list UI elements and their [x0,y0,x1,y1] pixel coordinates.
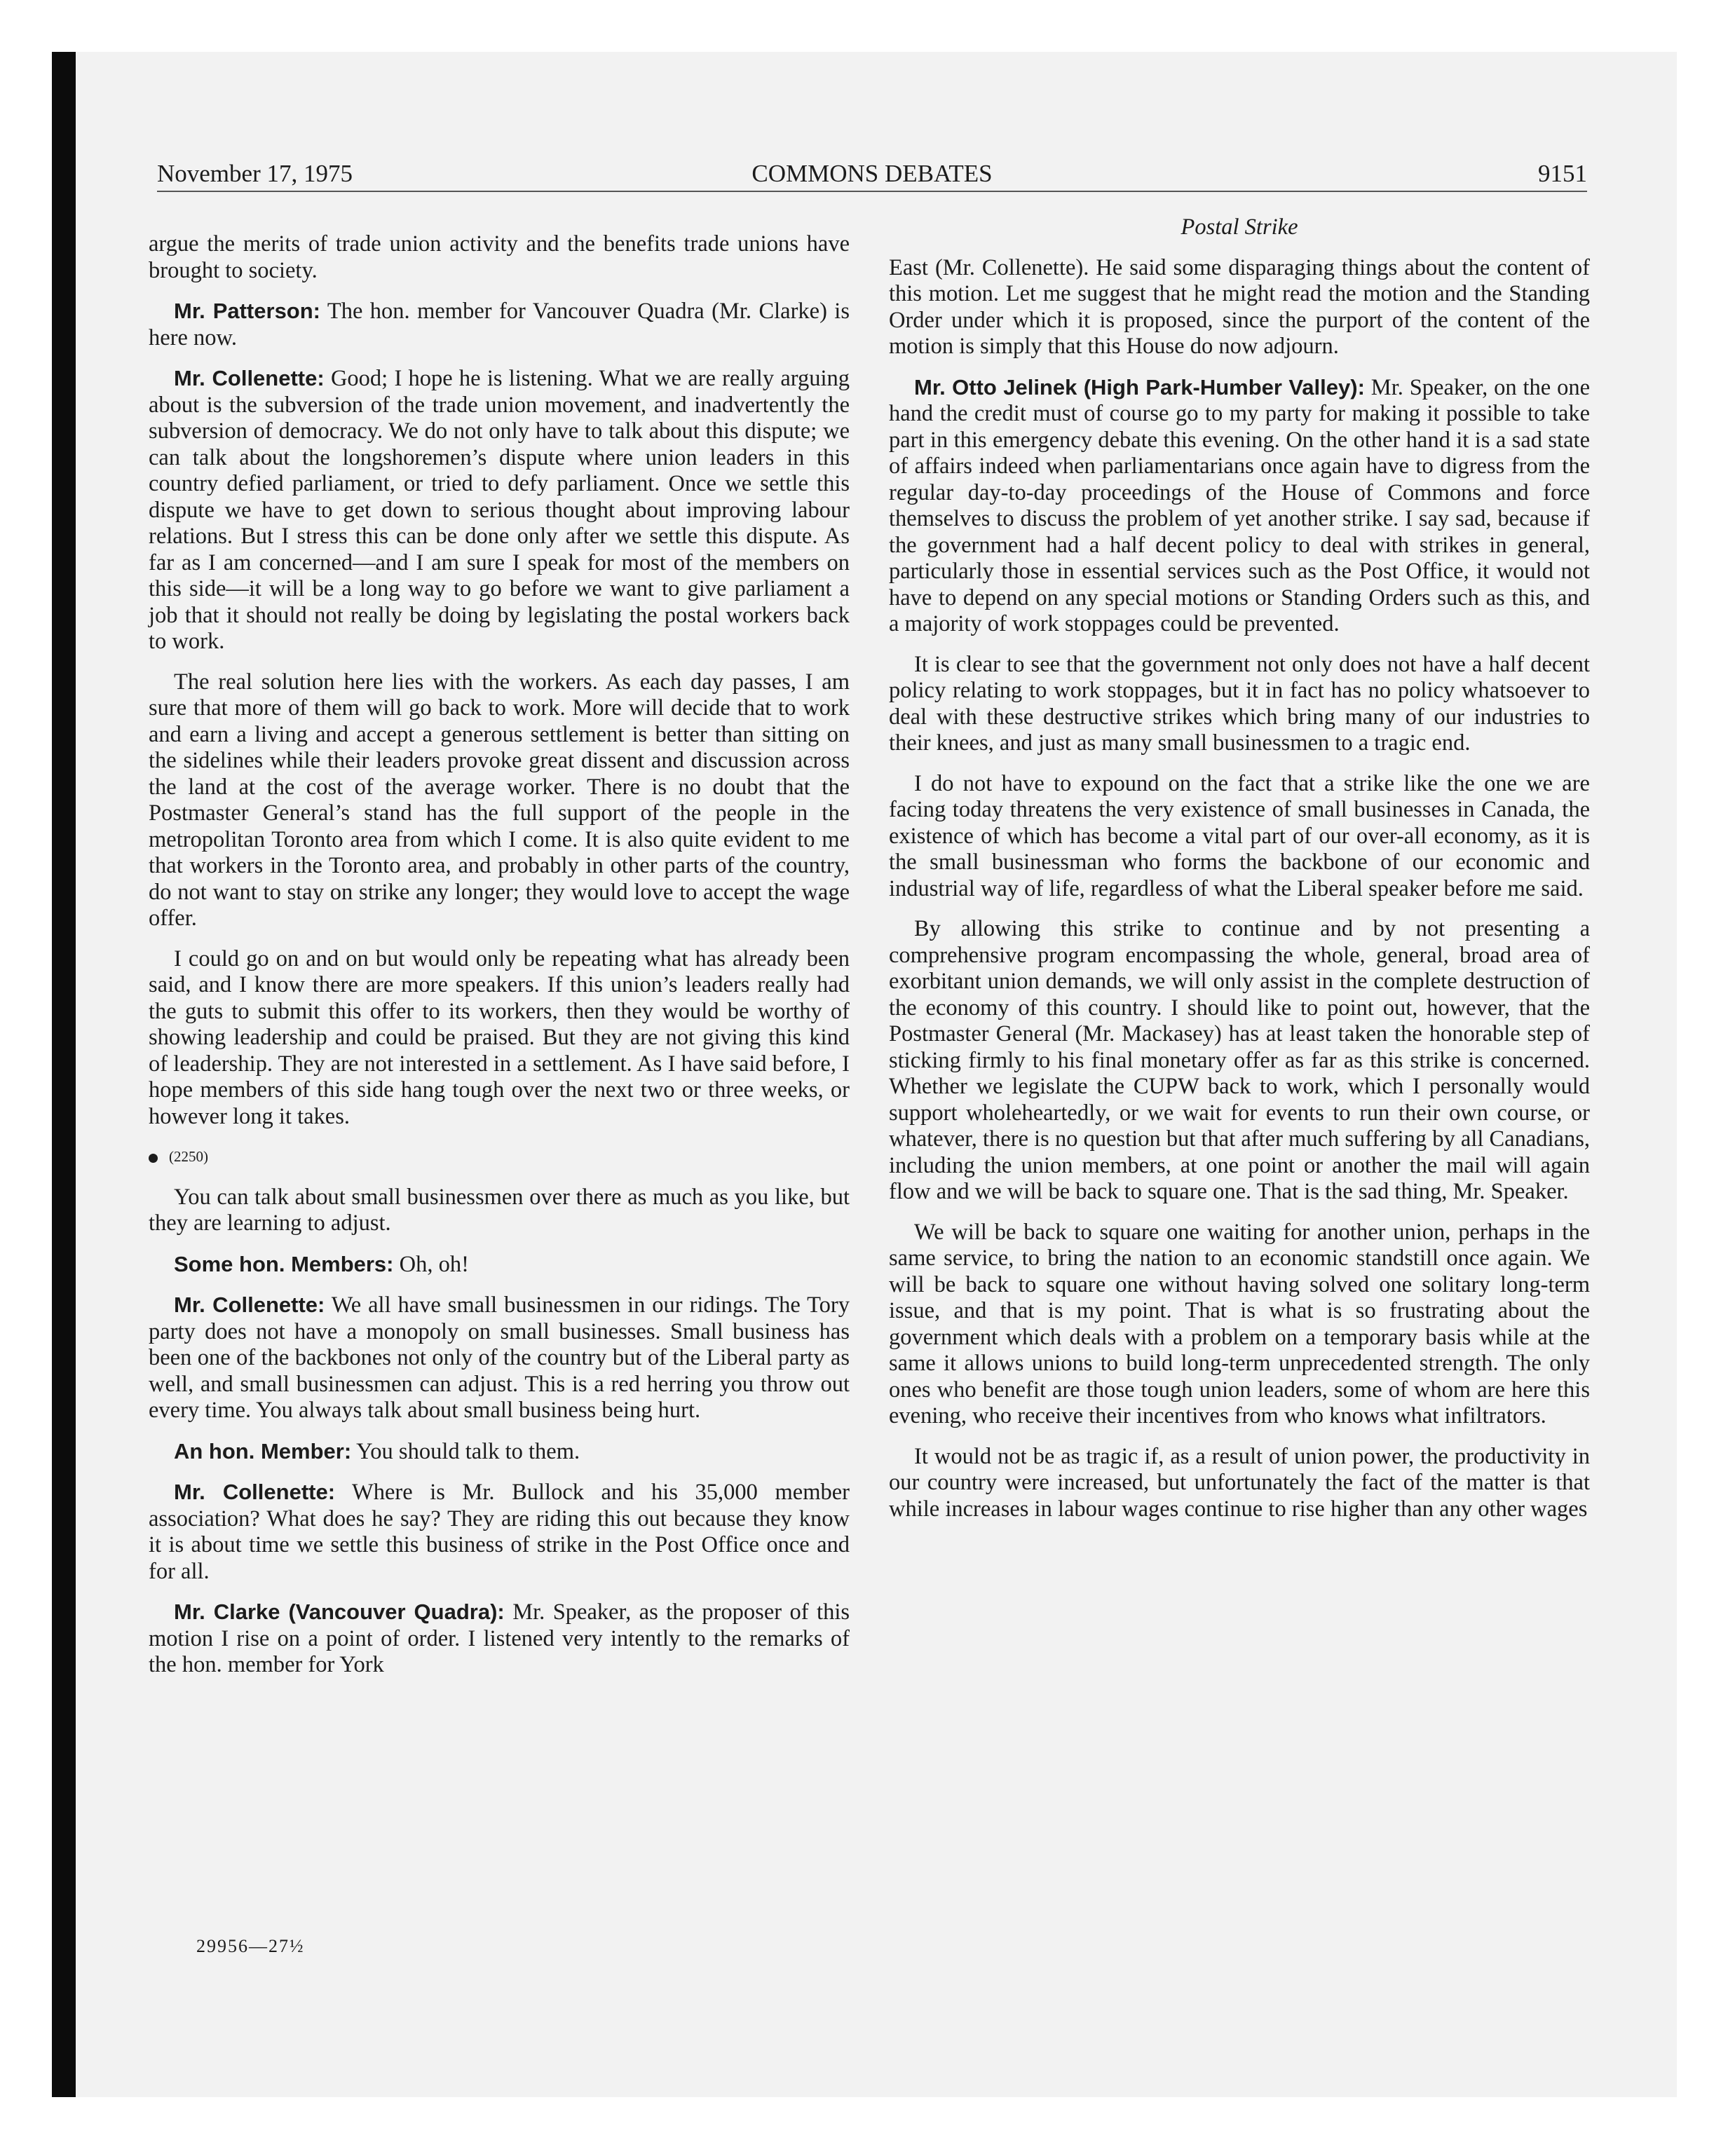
paragraph [149,365,850,655]
time-marker [149,1144,850,1171]
paragraph-text: We will be back to square one waiting for another union, perhaps in the same service, to bring the nation to an economic standstill once again. We will be back to square one without having solved one solitary long-term issue, and that is my point. That is what is so frustrating about the government which deals with a problem on a temporary basis while at the same it allows unions to build long-term unprecedented strength. The only ones who benefit are those tough union leaders, some of whom are here this evening, who receive their incentives from who knows what infiltrators. [889,1219,1590,1428]
speaker-name: Mr. Patterson: [174,299,320,323]
paragraph [889,771,1590,903]
paragraph [889,374,1590,638]
speaker-name: Mr. Collenette: [174,1292,325,1317]
printer-code: 29956—27½ [196,1936,305,1956]
right-column [889,214,1590,1536]
paragraph [889,1444,1590,1523]
binding-edge [52,52,76,2097]
speaker-name: Some hon. Members: [174,1251,394,1276]
bullet-icon [149,1154,158,1163]
paragraph [889,652,1590,757]
speaker-name: Mr. Collenette: [174,366,325,390]
paragraph-text: We all have small businessmen in our ridings. The Tory party does not have a monopoly on small businesses. Small business has been one of the backbones not only of the country but of the Liberal party as well, and small businessmen can adjust. This is a red herring you throw out every time. You always talk about small business being hurt. [149,1292,850,1423]
speaker-name: Mr. Otto Jelinek (High Park-Humber Valley): [914,374,1365,400]
header-page-number: 9151 [1538,160,1587,187]
paragraph-text: East (Mr. Collenette). He said some disparaging things about the content of this motion. Let me suggest that he might read the motion and the Standing Order under which it is proposed, since the purport of the content of the motion is simply that this House do now adjourn. [889,254,1590,359]
paragraph-text: It would not be as tragic if, as a result of union power, the productivity in our country were increased, but unfortunately the fact of the matter is that while increases in labour wages continue to rise higher than any other wages [889,1443,1590,1522]
speaker-name: An hon. Member: [174,1438,352,1464]
paragraph [149,1292,850,1424]
paragraph-text: By allowing this strike to continue and by not presenting a comprehensive program encompassing the whole, general, broad area of exorbitant union demands, we will only assist in the complete destruction of the economy of this country. I should like to point out, however, that the Postmaster General (Mr. Mackasey) has at least taken the honorable step of sticking firmly to his final monetary offer as far as this strike is concerned. Whether we legislate the CUPW back to work, which I personally would support wholeheartedly, or we wait for events to run their own course, or whatever, there is no question but that after much suffering by all Canadians, including the union members, at one point or another the mail will again flow and we will be back to square one. That is the sad thing, Mr. Speaker. [889,916,1590,1204]
page-header [157,157,1587,191]
left-column [149,231,850,1693]
paragraph [149,669,850,932]
paragraph-text: The real solution here lies with the workers. As each day passes, I am sure that more of them will go back to work. More will decide that to work and earn a living and accept a generous settlement is better than sitting on the sidelines while their leaders provoke great dissent and discussion across the land at the cost of the average worker. There is no doubt that the Postmaster General’s stand has the full support of the people in the metropolitan Toronto area from which I come. It is also quite evident to me that workers in the Toronto area, and probably in other parts of the country, do not want to stay on strike any longer; they would love to accept the wage offer. [149,669,850,931]
paragraph-text: Where is Mr. Bullock and his 35,000 member association? What does he say? They are riding this out because they know it is about time we settle this business of strike in the Post Office once and for all. [149,1480,850,1584]
paragraph [149,1438,850,1466]
header-date: November 17, 1975 [157,160,353,187]
paragraph-text: I do not have to expound on the fact that a strike like the one we are facing today threatens the very existence of small businesses in Canada, the existence of which has become a vital part of our over-all economy, as it is the small businessman who forms the backbone of our economic and industrial way of life, regardless of what the Liberal speaker before me said. [889,770,1590,901]
paragraph-text: You can talk about small businessmen over there as much as you like, but they are learning to adjust. [149,1184,850,1236]
speaker-name: Mr. Collenette: [174,1480,336,1504]
paragraph-text: Oh, oh! [399,1251,469,1277]
paragraph-text: It is clear to see that the government not only does not have a half decent policy relating to work stoppages, but it in fact has no policy whatsoever to deal with these destructive strikes which bring many of our industries to their knees, and just as many small businessmen to a tragic end. [889,651,1590,756]
paragraph-text: The hon. member for Vancouver Quadra (Mr. Clarke) is here now. [149,299,850,350]
paragraph [149,946,850,1131]
paragraph [149,298,850,351]
time-marker-text: (2250) [169,1148,208,1165]
paragraph [149,1599,850,1679]
speaker-name: Mr. Clarke (Vancouver Quadra): [174,1599,505,1624]
header-rule [157,191,1587,192]
paragraph [889,916,1590,1206]
paragraph-text: argue the merits of trade union activity and the benefits trade unions have brought to society. [149,231,850,283]
paragraph [889,1220,1590,1430]
paragraph [149,231,850,284]
header-title: COMMONS DEBATES [751,160,993,187]
paragraph-text: Mr. Speaker, as the proposer of this motion I rise on a point of order. I listened very intently to the remarks of the hon. member for York [149,1599,850,1677]
paragraph-text: Good; I hope he is listening. What we are really arguing about is the subversion of the trade union movement, and inadvertently the subversion of democracy. We do not only have to talk about this dispute; we can talk about the longshoremen’s dispute where union leaders in this country defied parliament, or tried to defy parliament. Once we settle this dispute we have to get down to serious thought about improving labour relations. But I stress this can be done only after we settle this dispute. As far as I am concerned—and I am sure I speak for most of the members on this side—it will be a long way to go before we want to give parliament a job that it should not really be doing by legislating the postal workers back to work. [149,366,850,654]
paragraph [149,1251,850,1278]
paragraph [889,255,1590,360]
paragraph-text: I could go on and on but would only be repeating what has already been said, and I know there are more speakers. If this union’s leaders really had the guts to submit this offer to its workers, then they would be worthy of showing leadership and could be praised. But they are not giving this kind of leadership. They are not interested in a settlement. As I have said before, I hope members of this side hang tough over the next two or three weeks, or however long it takes. [149,946,850,1129]
paragraph-text: Mr. Speaker, on the one hand the credit must of course go to my party for making it possible to take part in this emergency debate this evening. On the other hand it is a sad state of affairs indeed when parliamentarians once again have to digress from the regular day-to-day proceedings of the House of Commons and force themselves to discuss the problem of yet another strike. I say sad, because if the government had a half decent policy to deal with strikes in general, particularly those in essential services such as the Post Office, it would not have to depend on any special motions or Standing Orders such as this, and a majority of work stoppages could be prevented. [889,374,1591,636]
running-head: Postal Strike [1181,214,1298,240]
paragraph-text: You should talk to them. [356,1438,580,1464]
paragraph [149,1185,850,1237]
paragraph [149,1479,850,1585]
